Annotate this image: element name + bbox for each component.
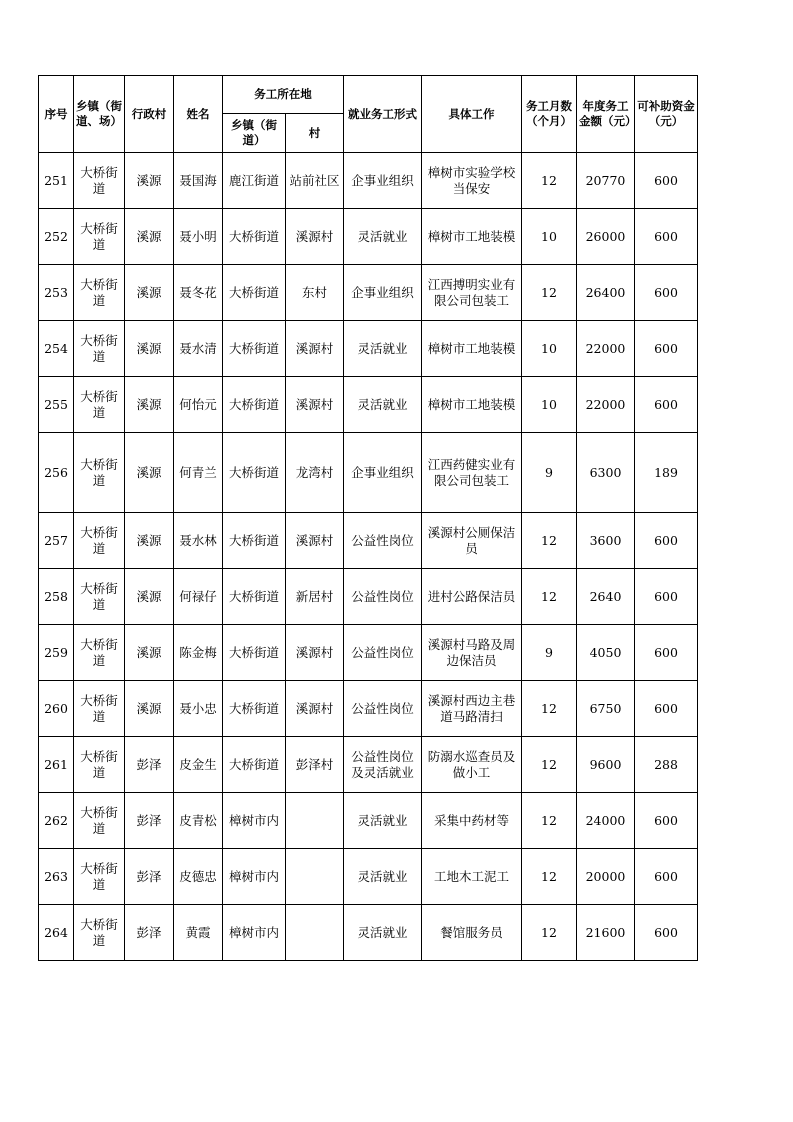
- cell-months: 12: [522, 569, 577, 625]
- employment-subsidy-table: [38, 75, 698, 961]
- cell-amount: 21600: [577, 905, 635, 961]
- table-row: [39, 849, 698, 905]
- cell-town: 大桥街道: [74, 681, 125, 737]
- table-row: [39, 513, 698, 569]
- table-row: [39, 905, 698, 961]
- cell-loc-town: 樟树市内: [223, 849, 286, 905]
- cell-months: 9: [522, 433, 577, 513]
- cell-name: 皮德忠: [174, 849, 223, 905]
- cell-work: 樟树市工地装模: [422, 209, 522, 265]
- cell-work: 樟树市工地装模: [422, 377, 522, 433]
- cell-subsidy: 600: [635, 849, 698, 905]
- cell-loc-town: 大桥街道: [223, 377, 286, 433]
- cell-months: 12: [522, 153, 577, 209]
- cell-loc-village: 溪源村: [286, 513, 344, 569]
- cell-village: 溪源: [125, 433, 174, 513]
- cell-town: 大桥街道: [74, 153, 125, 209]
- cell-town: 大桥街道: [74, 265, 125, 321]
- cell-village: 彭泽: [125, 737, 174, 793]
- table-row: [39, 209, 698, 265]
- table-row: [39, 569, 698, 625]
- cell-seq: 257: [39, 513, 74, 569]
- cell-form: 灵活就业: [344, 793, 422, 849]
- cell-village: 溪源: [125, 513, 174, 569]
- cell-months: 12: [522, 681, 577, 737]
- cell-name: 聂水林: [174, 513, 223, 569]
- header-town: 乡镇（街道、场）: [74, 76, 125, 153]
- cell-seq: 255: [39, 377, 74, 433]
- table-row: [39, 265, 698, 321]
- cell-seq: 256: [39, 433, 74, 513]
- cell-name: 皮青松: [174, 793, 223, 849]
- header-village: 行政村: [125, 76, 174, 153]
- cell-name: 皮金生: [174, 737, 223, 793]
- cell-seq: 263: [39, 849, 74, 905]
- table-row: [39, 681, 698, 737]
- cell-work: 防溺水巡查员及做小工: [422, 737, 522, 793]
- cell-loc-town: 大桥街道: [223, 737, 286, 793]
- cell-town: 大桥街道: [74, 321, 125, 377]
- cell-amount: 24000: [577, 793, 635, 849]
- table-row: [39, 737, 698, 793]
- cell-form: 灵活就业: [344, 209, 422, 265]
- cell-loc-village: 东村: [286, 265, 344, 321]
- cell-amount: 20770: [577, 153, 635, 209]
- cell-name: 聂小忠: [174, 681, 223, 737]
- header-work: 具体工作: [422, 76, 522, 153]
- cell-subsidy: 600: [635, 209, 698, 265]
- cell-subsidy: 189: [635, 433, 698, 513]
- cell-town: 大桥街道: [74, 737, 125, 793]
- cell-work: 进村公路保洁员: [422, 569, 522, 625]
- table-row: [39, 793, 698, 849]
- cell-subsidy: 600: [635, 905, 698, 961]
- cell-subsidy: 600: [635, 625, 698, 681]
- cell-name: 何怡元: [174, 377, 223, 433]
- table-row: [39, 321, 698, 377]
- header-loc-town: 乡镇（街道）: [223, 114, 286, 153]
- cell-form: 公益性岗位: [344, 569, 422, 625]
- cell-months: 12: [522, 513, 577, 569]
- cell-subsidy: 600: [635, 569, 698, 625]
- cell-loc-village: 溪源村: [286, 377, 344, 433]
- cell-town: 大桥街道: [74, 793, 125, 849]
- cell-subsidy: 600: [635, 377, 698, 433]
- cell-village: 溪源: [125, 681, 174, 737]
- cell-loc-town: 樟树市内: [223, 793, 286, 849]
- table-header: [39, 76, 698, 153]
- cell-loc-town: 大桥街道: [223, 625, 286, 681]
- cell-months: 12: [522, 265, 577, 321]
- cell-name: 何青兰: [174, 433, 223, 513]
- cell-village: 溪源: [125, 377, 174, 433]
- cell-amount: 6300: [577, 433, 635, 513]
- cell-amount: 6750: [577, 681, 635, 737]
- table-row: [39, 377, 698, 433]
- cell-seq: 261: [39, 737, 74, 793]
- table-row: [39, 625, 698, 681]
- cell-work: 溪源村马路及周边保洁员: [422, 625, 522, 681]
- header-name: 姓名: [174, 76, 223, 153]
- cell-village: 溪源: [125, 625, 174, 681]
- cell-months: 12: [522, 737, 577, 793]
- cell-name: 黄霞: [174, 905, 223, 961]
- cell-form: 灵活就业: [344, 321, 422, 377]
- cell-amount: 20000: [577, 849, 635, 905]
- table-body: [39, 153, 698, 961]
- cell-loc-village: [286, 793, 344, 849]
- cell-subsidy: 288: [635, 737, 698, 793]
- cell-loc-village: [286, 905, 344, 961]
- cell-loc-town: 大桥街道: [223, 569, 286, 625]
- cell-loc-village: 溪源村: [286, 625, 344, 681]
- cell-seq: 251: [39, 153, 74, 209]
- cell-seq: 260: [39, 681, 74, 737]
- cell-work: 溪源村西边主巷道马路清扫: [422, 681, 522, 737]
- cell-work: 江西药健实业有限公司包装工: [422, 433, 522, 513]
- cell-work: 餐馆服务员: [422, 905, 522, 961]
- cell-months: 10: [522, 209, 577, 265]
- cell-town: 大桥街道: [74, 377, 125, 433]
- cell-form: 公益性岗位: [344, 681, 422, 737]
- cell-town: 大桥街道: [74, 209, 125, 265]
- cell-form: 灵活就业: [344, 905, 422, 961]
- cell-months: 12: [522, 849, 577, 905]
- cell-village: 溪源: [125, 265, 174, 321]
- cell-subsidy: 600: [635, 793, 698, 849]
- cell-seq: 253: [39, 265, 74, 321]
- cell-town: 大桥街道: [74, 905, 125, 961]
- header-months: 务工月数（个月）: [522, 76, 577, 153]
- cell-seq: 264: [39, 905, 74, 961]
- header-subsidy: 可补助资金（元）: [635, 76, 698, 153]
- cell-form: 公益性岗位: [344, 513, 422, 569]
- cell-form: 公益性岗位及灵活就业: [344, 737, 422, 793]
- cell-amount: 3600: [577, 513, 635, 569]
- cell-work: 工地木工泥工: [422, 849, 522, 905]
- cell-village: 溪源: [125, 321, 174, 377]
- cell-town: 大桥街道: [74, 513, 125, 569]
- cell-seq: 258: [39, 569, 74, 625]
- cell-name: 聂水清: [174, 321, 223, 377]
- cell-loc-town: 大桥街道: [223, 265, 286, 321]
- cell-form: 企事业组织: [344, 153, 422, 209]
- table-row: [39, 153, 698, 209]
- cell-loc-village: 站前社区: [286, 153, 344, 209]
- cell-subsidy: 600: [635, 681, 698, 737]
- cell-work: 樟树市工地装模: [422, 321, 522, 377]
- cell-months: 12: [522, 905, 577, 961]
- table-row: [39, 433, 698, 513]
- cell-amount: 22000: [577, 321, 635, 377]
- cell-form: 灵活就业: [344, 377, 422, 433]
- cell-subsidy: 600: [635, 153, 698, 209]
- cell-loc-town: 樟树市内: [223, 905, 286, 961]
- cell-name: 聂小明: [174, 209, 223, 265]
- cell-months: 12: [522, 793, 577, 849]
- cell-subsidy: 600: [635, 513, 698, 569]
- cell-town: 大桥街道: [74, 849, 125, 905]
- cell-town: 大桥街道: [74, 625, 125, 681]
- cell-village: 彭泽: [125, 849, 174, 905]
- cell-village: 溪源: [125, 569, 174, 625]
- cell-loc-village: 新居村: [286, 569, 344, 625]
- cell-loc-town: 大桥街道: [223, 433, 286, 513]
- cell-village: 彭泽: [125, 905, 174, 961]
- cell-form: 企事业组织: [344, 433, 422, 513]
- header-form: 就业务工形式: [344, 76, 422, 153]
- cell-name: 聂国海: [174, 153, 223, 209]
- cell-town: 大桥街道: [74, 569, 125, 625]
- cell-months: 10: [522, 377, 577, 433]
- cell-loc-town: 大桥街道: [223, 513, 286, 569]
- cell-loc-town: 大桥街道: [223, 321, 286, 377]
- cell-seq: 259: [39, 625, 74, 681]
- cell-months: 9: [522, 625, 577, 681]
- cell-loc-village: 彭泽村: [286, 737, 344, 793]
- cell-loc-town: 鹿江街道: [223, 153, 286, 209]
- header-amount: 年度务工金额（元）: [577, 76, 635, 153]
- header-seq: 序号: [39, 76, 74, 153]
- cell-town: 大桥街道: [74, 433, 125, 513]
- cell-loc-town: 大桥街道: [223, 209, 286, 265]
- header-loc-village: 村: [286, 114, 344, 153]
- cell-loc-town: 大桥街道: [223, 681, 286, 737]
- cell-seq: 252: [39, 209, 74, 265]
- cell-name: 陈金梅: [174, 625, 223, 681]
- cell-subsidy: 600: [635, 265, 698, 321]
- cell-village: 溪源: [125, 153, 174, 209]
- cell-loc-village: [286, 849, 344, 905]
- cell-village: 彭泽: [125, 793, 174, 849]
- cell-loc-village: 龙湾村: [286, 433, 344, 513]
- cell-seq: 254: [39, 321, 74, 377]
- cell-amount: 26400: [577, 265, 635, 321]
- header-location: 务工所在地: [223, 76, 344, 114]
- cell-name: 何禄仔: [174, 569, 223, 625]
- cell-loc-village: 溪源村: [286, 681, 344, 737]
- cell-work: 江西搏明实业有限公司包装工: [422, 265, 522, 321]
- cell-form: 企事业组织: [344, 265, 422, 321]
- cell-form: 公益性岗位: [344, 625, 422, 681]
- cell-months: 10: [522, 321, 577, 377]
- cell-seq: 262: [39, 793, 74, 849]
- cell-name: 聂冬花: [174, 265, 223, 321]
- cell-form: 灵活就业: [344, 849, 422, 905]
- cell-subsidy: 600: [635, 321, 698, 377]
- cell-amount: 2640: [577, 569, 635, 625]
- cell-work: 樟树市实验学校当保安: [422, 153, 522, 209]
- cell-amount: 9600: [577, 737, 635, 793]
- cell-work: 溪源村公厕保洁员: [422, 513, 522, 569]
- cell-work: 采集中药材等: [422, 793, 522, 849]
- cell-amount: 4050: [577, 625, 635, 681]
- cell-loc-village: 溪源村: [286, 321, 344, 377]
- cell-loc-village: 溪源村: [286, 209, 344, 265]
- cell-amount: 26000: [577, 209, 635, 265]
- cell-village: 溪源: [125, 209, 174, 265]
- cell-amount: 22000: [577, 377, 635, 433]
